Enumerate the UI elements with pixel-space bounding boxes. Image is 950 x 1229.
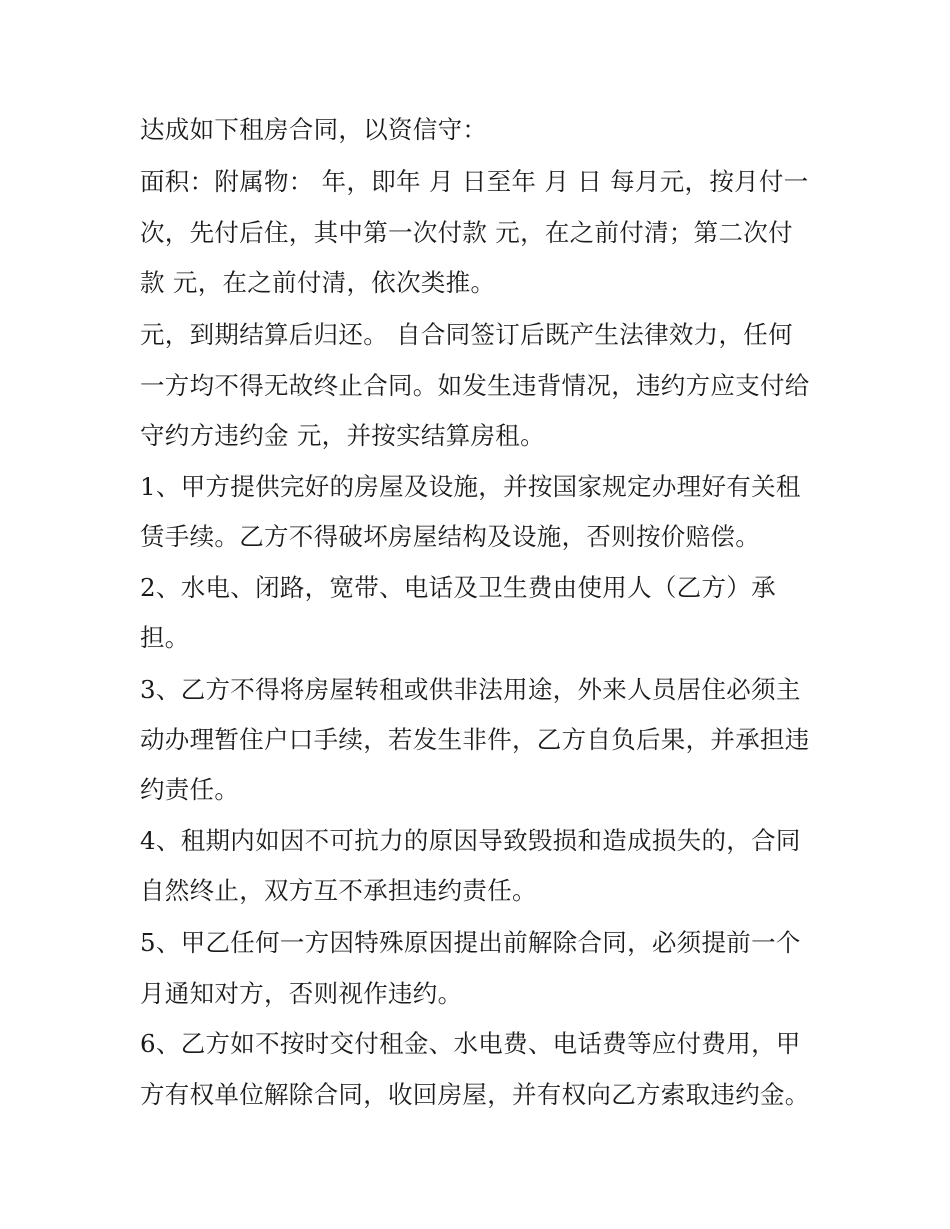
text-line-1: 达成如下租房合同，以资信守： [140, 115, 488, 144]
text-line-8: 1、甲方提供完好的房屋及设施，并按国家规定办理好有关租 [140, 472, 801, 501]
text-line-13: 动办理暂住户口手续，若发生非件，乙方自负后果，并承担违 [140, 725, 810, 754]
text-line-11: 担。 [140, 623, 190, 652]
text-line-3: 次，先付后住，其中第一次付款 元，在之前付清；第二次付 [140, 218, 793, 247]
text-line-9: 赁手续。乙方不得破坏房屋结构及设施，否则按价赔偿。 [140, 522, 760, 551]
text-line-2: 面积：附属物： 年，即年 月 日至年 月 日 每月元，按月付一 [140, 167, 809, 196]
text-line-10: 2、水电、闭路，宽带、电话及卫生费由使用人（乙方）承 [140, 573, 776, 602]
text-line-12: 3、乙方不得将房屋转租或供非法用途，外来人员居住必须主 [140, 675, 801, 704]
text-line-14: 约责任。 [140, 775, 240, 804]
text-line-19: 6、乙方如不按时交付租金、水电费、电话费等应付费用，甲 [140, 1029, 801, 1058]
text-line-4: 款 元，在之前付清，依次类推。 [140, 268, 496, 297]
text-line-17: 5、甲乙任何一方因特殊原因提出前解除合同，必须提前一个 [140, 928, 801, 957]
text-line-15: 4、租期内如因不可抗力的原因导致毁损和造成损失的，合同 [140, 826, 801, 855]
text-line-6: 一方均不得无故终止合同。如发生违背情况，违约方应支付给 [140, 371, 810, 400]
text-line-5: 元，到期结算后归还。 自合同签订后既产生法律效力，任何 [140, 320, 793, 349]
text-line-7: 守约方违约金 元，并按实结算房租。 [140, 421, 545, 450]
text-line-16: 自然终止，双方互不承担违约责任。 [140, 876, 537, 905]
text-line-20: 方有权单位解除合同，收回房屋，并有权向乙方索取违约金。 [140, 1080, 810, 1109]
text-line-18: 月通知对方，否则视作违约。 [140, 979, 463, 1008]
